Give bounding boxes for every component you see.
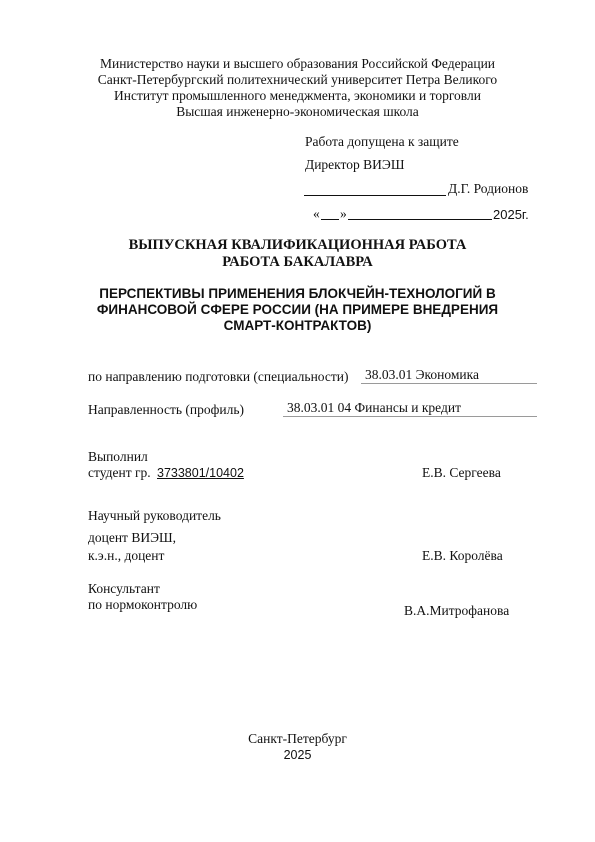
- date-close-quote: »: [340, 206, 347, 221]
- supervisor-name: Е.В. Королёва: [422, 548, 503, 563]
- supervisor-degree: к.э.н., доцент: [88, 548, 165, 563]
- supervisor-label: Научный руководитель: [88, 508, 221, 523]
- ministry-line: Министерство науки и высшего образования Российской Федерации: [99, 56, 496, 71]
- direction-label: по направлению подготовки (специальности): [88, 369, 349, 384]
- consultant-name: В.А.Митрофанова: [404, 603, 510, 618]
- approval-year: 2025г.: [493, 207, 529, 222]
- footer-city: Санкт-Петербург: [248, 731, 347, 746]
- school-line: Высшая инженерно-экономическая школа: [176, 104, 419, 119]
- thesis-topic: [0, 286, 595, 334]
- date-month-line: [348, 219, 492, 220]
- footer: [0, 731, 595, 763]
- student-name: Е.В. Сергеева: [422, 465, 501, 480]
- approval-admitted: Работа допущена к защите: [305, 134, 459, 149]
- date-open-quote: «: [313, 206, 320, 221]
- director-name: Д.Г. Родионов: [448, 181, 529, 196]
- institute-line: Институт промышленного менеджмента, экономики и торговли: [114, 88, 481, 103]
- supervisor-position: доцент ВИЭШ,: [88, 530, 176, 545]
- consultant-label: Консультант: [88, 581, 160, 596]
- student-group: 3733801/10402: [157, 466, 244, 480]
- date-day-line: [321, 219, 339, 220]
- topic-line-2: ФИНАНСОВОЙ СФЕРЕ РОССИИ (НА ПРИМЕРЕ ВНЕДРЕНИЯ: [96, 302, 499, 317]
- profile-value: 38.03.01 04 Финансы и кредит: [283, 400, 537, 417]
- performer-label: Выполнил: [88, 449, 148, 464]
- work-type-title: [0, 237, 595, 271]
- approval-position: Директор ВИЭШ: [305, 157, 405, 172]
- director-signature-line: [304, 195, 446, 196]
- topic-line-3: СМАРТ-КОНТРАКТОВ): [223, 318, 372, 333]
- footer-year: 2025: [283, 748, 312, 762]
- student-label: студент гр.: [88, 465, 151, 480]
- work-type-line-2: РАБОТА БАКАЛАВРА: [222, 254, 373, 270]
- direction-value: 38.03.01 Экономика: [361, 367, 537, 384]
- consultant-area: по нормоконтролю: [88, 597, 198, 612]
- work-type-line-1: ВЫПУСКНАЯ КВАЛИФИКАЦИОННАЯ РАБОТА: [128, 237, 467, 253]
- ministry-header: [0, 56, 595, 120]
- university-line: Санкт-Петербургский политехнический университет Петра Великого: [97, 72, 498, 87]
- topic-line-1: ПЕРСПЕКТИВЫ ПРИМЕНЕНИЯ БЛОКЧЕЙН-ТЕХНОЛОГИЙ В: [99, 286, 496, 301]
- profile-label: Направленность (профиль): [88, 402, 244, 417]
